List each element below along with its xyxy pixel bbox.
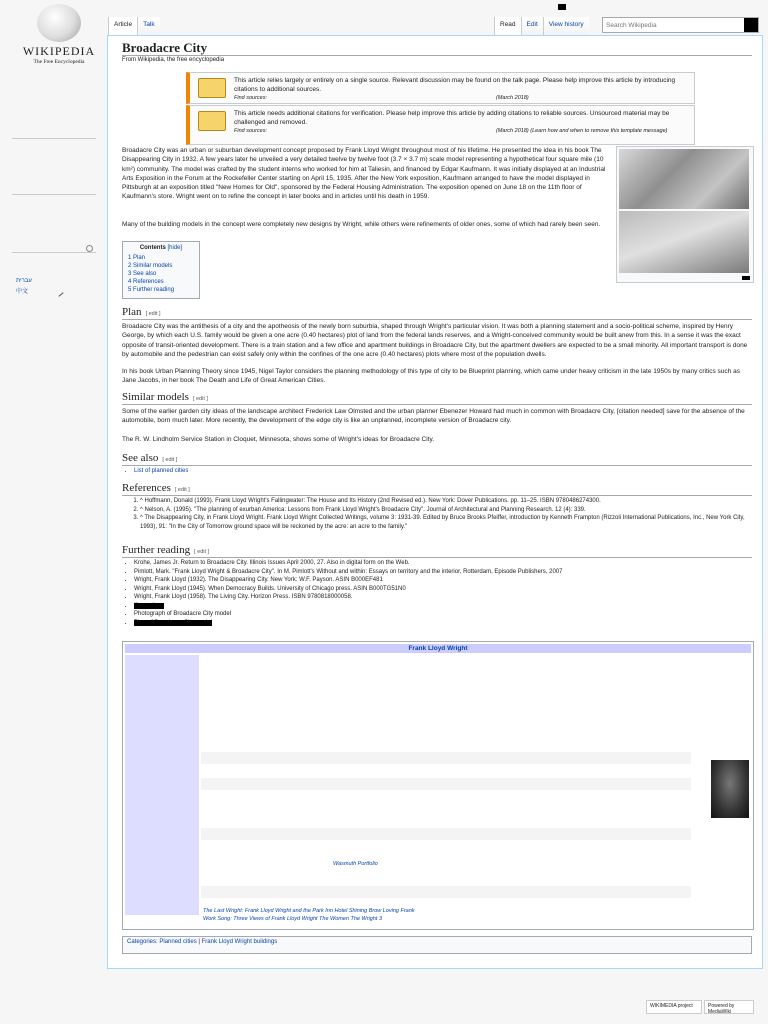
toc-item[interactable]: 5 Further reading xyxy=(128,287,175,293)
enlarge-icon[interactable] xyxy=(742,276,750,280)
namespace-tabs xyxy=(108,17,160,35)
section-heading-further-reading xyxy=(122,544,209,556)
heading-divider xyxy=(122,404,752,405)
category-link[interactable]: Planned cities xyxy=(159,939,197,945)
edit-section-link[interactable]: [ edit ] xyxy=(174,487,190,493)
plan-paragraph: Broadacre City was the antithesis of a city and the apotheosis of the newly born suburbia, shaped through Wright's particular vision. It was both a planning statement and a socio-political scheme, inspired by Henry George, by which each U.S. family would be given a one acre (0.40 hectares) plot of land from the federal lands reserves, and a Wright-conceived community would be built anew from this. In a sense it was the exact opposite of transit-oriented development. There is a train station and a few office and apartment buildings in Broadacre City, but the apartment dwellers are expected to be a small minority. All important transport is done by automobile and the pedestrian can exist safely only within the confines of the one acre (0.40 hectares) plots where most of the population dwells. xyxy=(122,323,748,358)
section-title: Further reading xyxy=(122,544,191,556)
section-heading-similar-models xyxy=(122,391,208,403)
book-icon xyxy=(198,111,226,131)
navbox-title[interactable]: Frank Lloyd Wright xyxy=(125,644,751,653)
toc-title: Contents xyxy=(139,245,166,251)
tab-edit[interactable]: Edit xyxy=(521,17,543,35)
find-sources-label: Find sources: xyxy=(234,95,268,101)
reference-item: 3. ^ The Disappearing City, in Frank Lloyd Wright. Frank Lloyd Wright Collected Writings, volume 3: 1931-39. Edited by Bruce Brooks Pfeiffer, introduction by Kenneth Frampton (Rizzoli International Publications, Inc., New York City, 1993), 91: "In the City of Tomorrow ground space will be reckoned by the acre: an acre to the family." xyxy=(140,514,750,531)
site-sub: From Wikipedia, the free encyclopedia xyxy=(122,57,225,63)
illustrations-link[interactable]: Illustrations xyxy=(134,602,165,609)
edit-section-link[interactable]: [ edit ] xyxy=(145,311,161,317)
navbox-group-column xyxy=(125,655,199,915)
tab-article[interactable]: Article xyxy=(108,17,137,35)
tab-read[interactable]: Read xyxy=(494,17,521,35)
similar-paragraph-2: The R. W. Lindholm Service Station in Cloquet, Minnesota, shows some of Wright's ideas for Broadacre City. xyxy=(122,436,435,443)
similar-paragraph: Some of the earlier garden city ideas of the landscape architect Frederick Law Olmsted and the urban planner Ebenezer Howard had much in common with Broadacre City, [citation needed] save for the absence of the automobile, born much later. More recently, the development of the edge city is like an unplanned, incomplete version of Broadacre city. xyxy=(122,408,745,425)
references-list xyxy=(122,497,750,531)
reference-item: 1. ^ Hoffmann, Donald (1993). Frank Lloyd Wright's Fallingwater: The House and Its History (2nd Revised ed.). New York: Dover Publications. pp. 11–25. ISBN 9780486274300. xyxy=(140,497,750,506)
edit-links-icon[interactable] xyxy=(58,292,63,297)
navbox-row xyxy=(201,752,691,764)
notice-text: This article relies largely or entirely on a single source. Relevant discussion may be found on the talk page. Please help improve this article by introducing citations to additional sources. xyxy=(234,77,676,93)
search-input[interactable] xyxy=(603,18,744,32)
toc-item[interactable]: 4 References xyxy=(128,279,164,285)
toc-hide-link[interactable]: [hide] xyxy=(167,245,183,251)
list-item: • Pimlott, Mark. "Frank Lloyd Wright & Broadacre City". In M. Pimlott's Without and within: Essays on territory and the interior, Rotterdam, Episode Publishers, 2007 xyxy=(134,568,744,577)
sidebar-divider xyxy=(12,138,96,139)
gear-icon[interactable] xyxy=(86,245,93,252)
navbox-row xyxy=(201,886,691,898)
search-button[interactable] xyxy=(744,18,758,32)
tab-view-history[interactable]: View history xyxy=(543,17,589,35)
logo-tagline: The Free Encyclopedia xyxy=(33,59,85,65)
list-item: • Wright, Frank Lloyd (1958). The Living City. Horizon Press. ISBN 9780818000058. xyxy=(134,593,744,602)
language-link-hebrew[interactable]: עברית xyxy=(16,278,32,284)
list-item: • Krohe, James Jr. Return to Broadacre City. Illinois Issues April 2000, 27. Also in digital form on the Web. xyxy=(134,559,744,568)
sidebar-divider xyxy=(12,194,96,195)
wikipedia-logo[interactable] xyxy=(14,4,104,64)
last-wright-links[interactable]: The Last Wright: Frank Lloyd Wright and the Park Inn Hotel Shining Brow Loving Frank xyxy=(203,908,415,914)
notice-text: This article needs additional citations for verification. Please help improve this article by adding citations to reliable sources. Unsourced material may be challenged and removed. xyxy=(234,110,670,126)
title-divider xyxy=(122,55,752,56)
navbox-row xyxy=(201,778,691,790)
section-title: Plan xyxy=(122,306,142,318)
search-box xyxy=(602,17,759,33)
heading-divider xyxy=(122,465,752,466)
single-source-notice xyxy=(186,72,695,104)
sidebar-divider xyxy=(12,252,96,253)
personal-tools-marker[interactable] xyxy=(558,4,566,10)
section-title: See also xyxy=(122,452,159,464)
heading-divider xyxy=(122,557,752,558)
wasmuth-portfolio-link[interactable]: Wasmuth Portfolio xyxy=(333,861,378,867)
globe-icon xyxy=(37,4,81,42)
intro-paragraph: Broadacre City was an urban or suburban development concept proposed by Frank Lloyd Wright throughout most of his lifetime. He presented the idea in his book The Disappearing City in 1932. A few years later he unveiled a very detailed twelve by twelve foot (3.7 × 3.7 m) scale model representing a hypothetical four square mile (10 km²) community. The model was crafted by the student interns who worked for him at Taliesin, and financed by Edgar Kaufmann. It was initially displayed at an Industrial Arts Exposition in the Forum at the Rockefeller Center starting on April 15, 1935. After the New York exposition, Kaufmann arranged to have the model displayed in Pittsburgh at an exposition titled "New Homes for Old", sponsored by the Federal Housing Administration. The exposition opened on June 18 on the 11th floor of Kaufmann's store. Wright went on to refine the concept in later books and in articles until his death in 1959. xyxy=(122,147,606,201)
article-content xyxy=(107,35,763,969)
navbox-row xyxy=(201,828,691,840)
section-title: References xyxy=(122,482,171,494)
list-item xyxy=(134,619,744,628)
view-tabs xyxy=(494,17,589,35)
reference-item: 2. ^ Nelson, A. (1995). "The planning of exurban America: Lessons from Frank Lloyd Wright's Broadacre City". Journal of Architectural and Planning Research. 12 (4): 339. xyxy=(140,506,750,515)
list-item: • Wright, Frank Lloyd (1945). When Democracy Builds. University of Chicago press. ASIN B000TG51N0 xyxy=(134,585,744,594)
toc-item[interactable]: 1 Plan xyxy=(128,255,146,261)
further-reading-list xyxy=(122,559,744,627)
section-heading-references xyxy=(122,482,190,494)
model-thumbnail[interactable] xyxy=(616,146,754,283)
intro-paragraph-2: Many of the building models in the concept were completely new designs by Wright, while others were refinements of older ones, some of which had rarely been seen. xyxy=(122,221,601,228)
model-image-bottom[interactable] xyxy=(619,211,749,273)
table-of-contents xyxy=(122,241,200,299)
page-title: Broadacre City xyxy=(122,40,208,55)
edit-section-link[interactable]: [ edit ] xyxy=(162,457,178,463)
section-heading-plan xyxy=(122,306,161,318)
notice-date: (March 2018) xyxy=(496,95,529,101)
list-item xyxy=(134,602,744,611)
plan-paragraph-2: In his book Urban Planning Theory since 1945, Nigel Taylor considers the planning methodology of this type of city to be Blueprint planning, which came under heavy criticism in the late 1950s by many critics such as Jane Jacobs, in her book The Death and Life of Great American Cities. xyxy=(122,368,740,385)
plan-model-link[interactable]: Plan of Broadacre City model xyxy=(134,619,213,626)
category-links: Categories: Planned cities | Frank Lloyd Wright buildings xyxy=(122,936,752,954)
see-also-list xyxy=(122,467,188,476)
tab-talk[interactable]: Talk xyxy=(137,17,160,35)
categories-label[interactable]: Categories: xyxy=(127,939,158,945)
model-image-top[interactable] xyxy=(619,149,749,209)
list-item: • Wright, Frank Lloyd (1932). The Disappearing City. New York: W.F. Payson. ASIN B000EF481 xyxy=(134,576,744,585)
category-link[interactable]: Frank Lloyd Wright buildings xyxy=(201,939,278,945)
edit-section-link[interactable]: [ edit ] xyxy=(194,549,210,555)
book-icon xyxy=(198,78,226,98)
citations-notice xyxy=(186,105,695,145)
section-title: Similar models xyxy=(122,391,189,403)
navbox xyxy=(122,641,754,930)
find-sources-label: Find sources: xyxy=(234,128,268,134)
heading-divider xyxy=(122,319,752,320)
heading-divider xyxy=(122,495,752,496)
logo-wordmark: WIKIPEDIA xyxy=(22,44,96,58)
language-list xyxy=(16,278,32,297)
wright-portrait[interactable] xyxy=(711,760,749,818)
mediawiki-badge[interactable]: Powered by MediaWiki xyxy=(704,1000,754,1014)
toc-item[interactable]: 3 See also xyxy=(128,271,157,277)
section-heading-see-also xyxy=(122,452,177,464)
list-item[interactable]: • List of planned cities xyxy=(134,467,188,476)
edit-section-link[interactable]: [ edit ] xyxy=(192,396,208,402)
wikimedia-badge[interactable]: WIKIMEDIA project xyxy=(646,1000,702,1014)
work-song-links[interactable]: Work Song: Three Views of Frank Lloyd Wright The Women The Wright 3 xyxy=(203,916,383,922)
notice-date: (March 2018) (Learn how and when to remove this template message) xyxy=(496,128,668,134)
navbox-row xyxy=(201,656,691,752)
list-item: • Photograph of Broadacre City model xyxy=(134,610,744,619)
toc-item[interactable]: 2 Similar models xyxy=(128,263,173,269)
language-link-chinese[interactable]: 中文 xyxy=(16,289,29,295)
